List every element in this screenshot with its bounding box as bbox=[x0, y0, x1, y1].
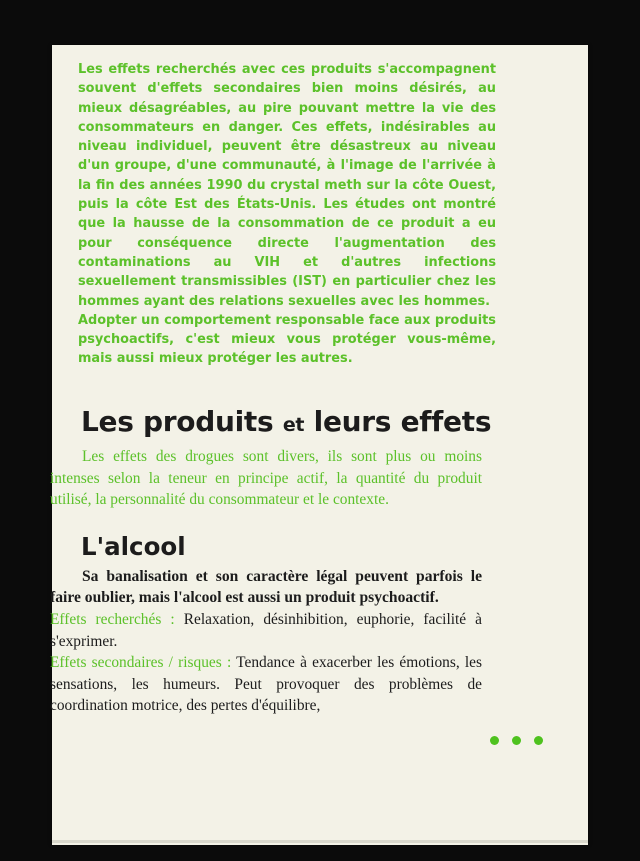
dot-icon bbox=[490, 736, 499, 745]
alcool-intro: Sa banalisation et son caractère légal peuvent parfois le faire oublier, mais l'alcool est aussi un produit psychoactif. bbox=[50, 568, 482, 607]
risks-text: Tendance à exacerber les émotions, les sensations, les humeurs. Peut provoquer des problèmes de coordination motrice, des pertes d'équilibre, bbox=[50, 654, 482, 715]
section-title-part2: leurs effets bbox=[313, 405, 492, 438]
intro-paragraph-1: Les effets recherchés avec ces produits s'accompagnent souvent d'effets secondaires bien moins désirés, au mieux désagréables, au pire pouvant mettre la vie des consommateurs en danger. Ces effets, indésirables au niveau individuel, peuvent être désastreux au niveau d'un groupe, d'une communauté, à l'image de l'arrivée à la fin des années 1990 du crystal meth sur la côte Ouest, puis la côte Est des États-Unis. Les études ont montré que la hausse de la consommation de ce produit a eu pour conséquence directe l'augmentation des contaminations au VIH et d'autres infections sexuellement transmissibles (IST) en particulier chez les hommes ayant des relations sexuelles avec les hommes. bbox=[78, 62, 496, 309]
intro-paragraph-2: Adopter un comportement responsable face aux produits psychoactifs, c'est mieux vous protéger vous-même, mais aussi mieux protéger les autres. bbox=[78, 312, 496, 367]
dot-icon bbox=[512, 736, 521, 745]
section-title bbox=[81, 405, 491, 438]
effects-text: Relaxation, désinhibition, euphorie, facilité à s'exprimer. bbox=[50, 611, 482, 650]
section-title-conjunction: et bbox=[282, 414, 305, 436]
section-title-part1: Les produits bbox=[81, 405, 274, 438]
effects-recherches bbox=[50, 609, 482, 652]
effects-label: Effets recherchés : bbox=[50, 611, 175, 628]
page-edge bbox=[52, 840, 588, 843]
alcool-effects bbox=[50, 609, 482, 717]
dot-icon bbox=[534, 736, 543, 745]
risks-label: Effets secondaires / risques : bbox=[50, 654, 232, 672]
alcool-heading: L'alcool bbox=[81, 532, 186, 561]
section-lead: Les effets des drogues sont divers, ils sont plus ou moins intenses selon la teneur en principe actif, la quantité du produit utilisé, la personnalité du consommateur et le contexte. bbox=[50, 448, 482, 508]
intro-text bbox=[78, 60, 496, 369]
continuation-dots bbox=[490, 736, 543, 745]
effects-risques bbox=[50, 652, 482, 717]
